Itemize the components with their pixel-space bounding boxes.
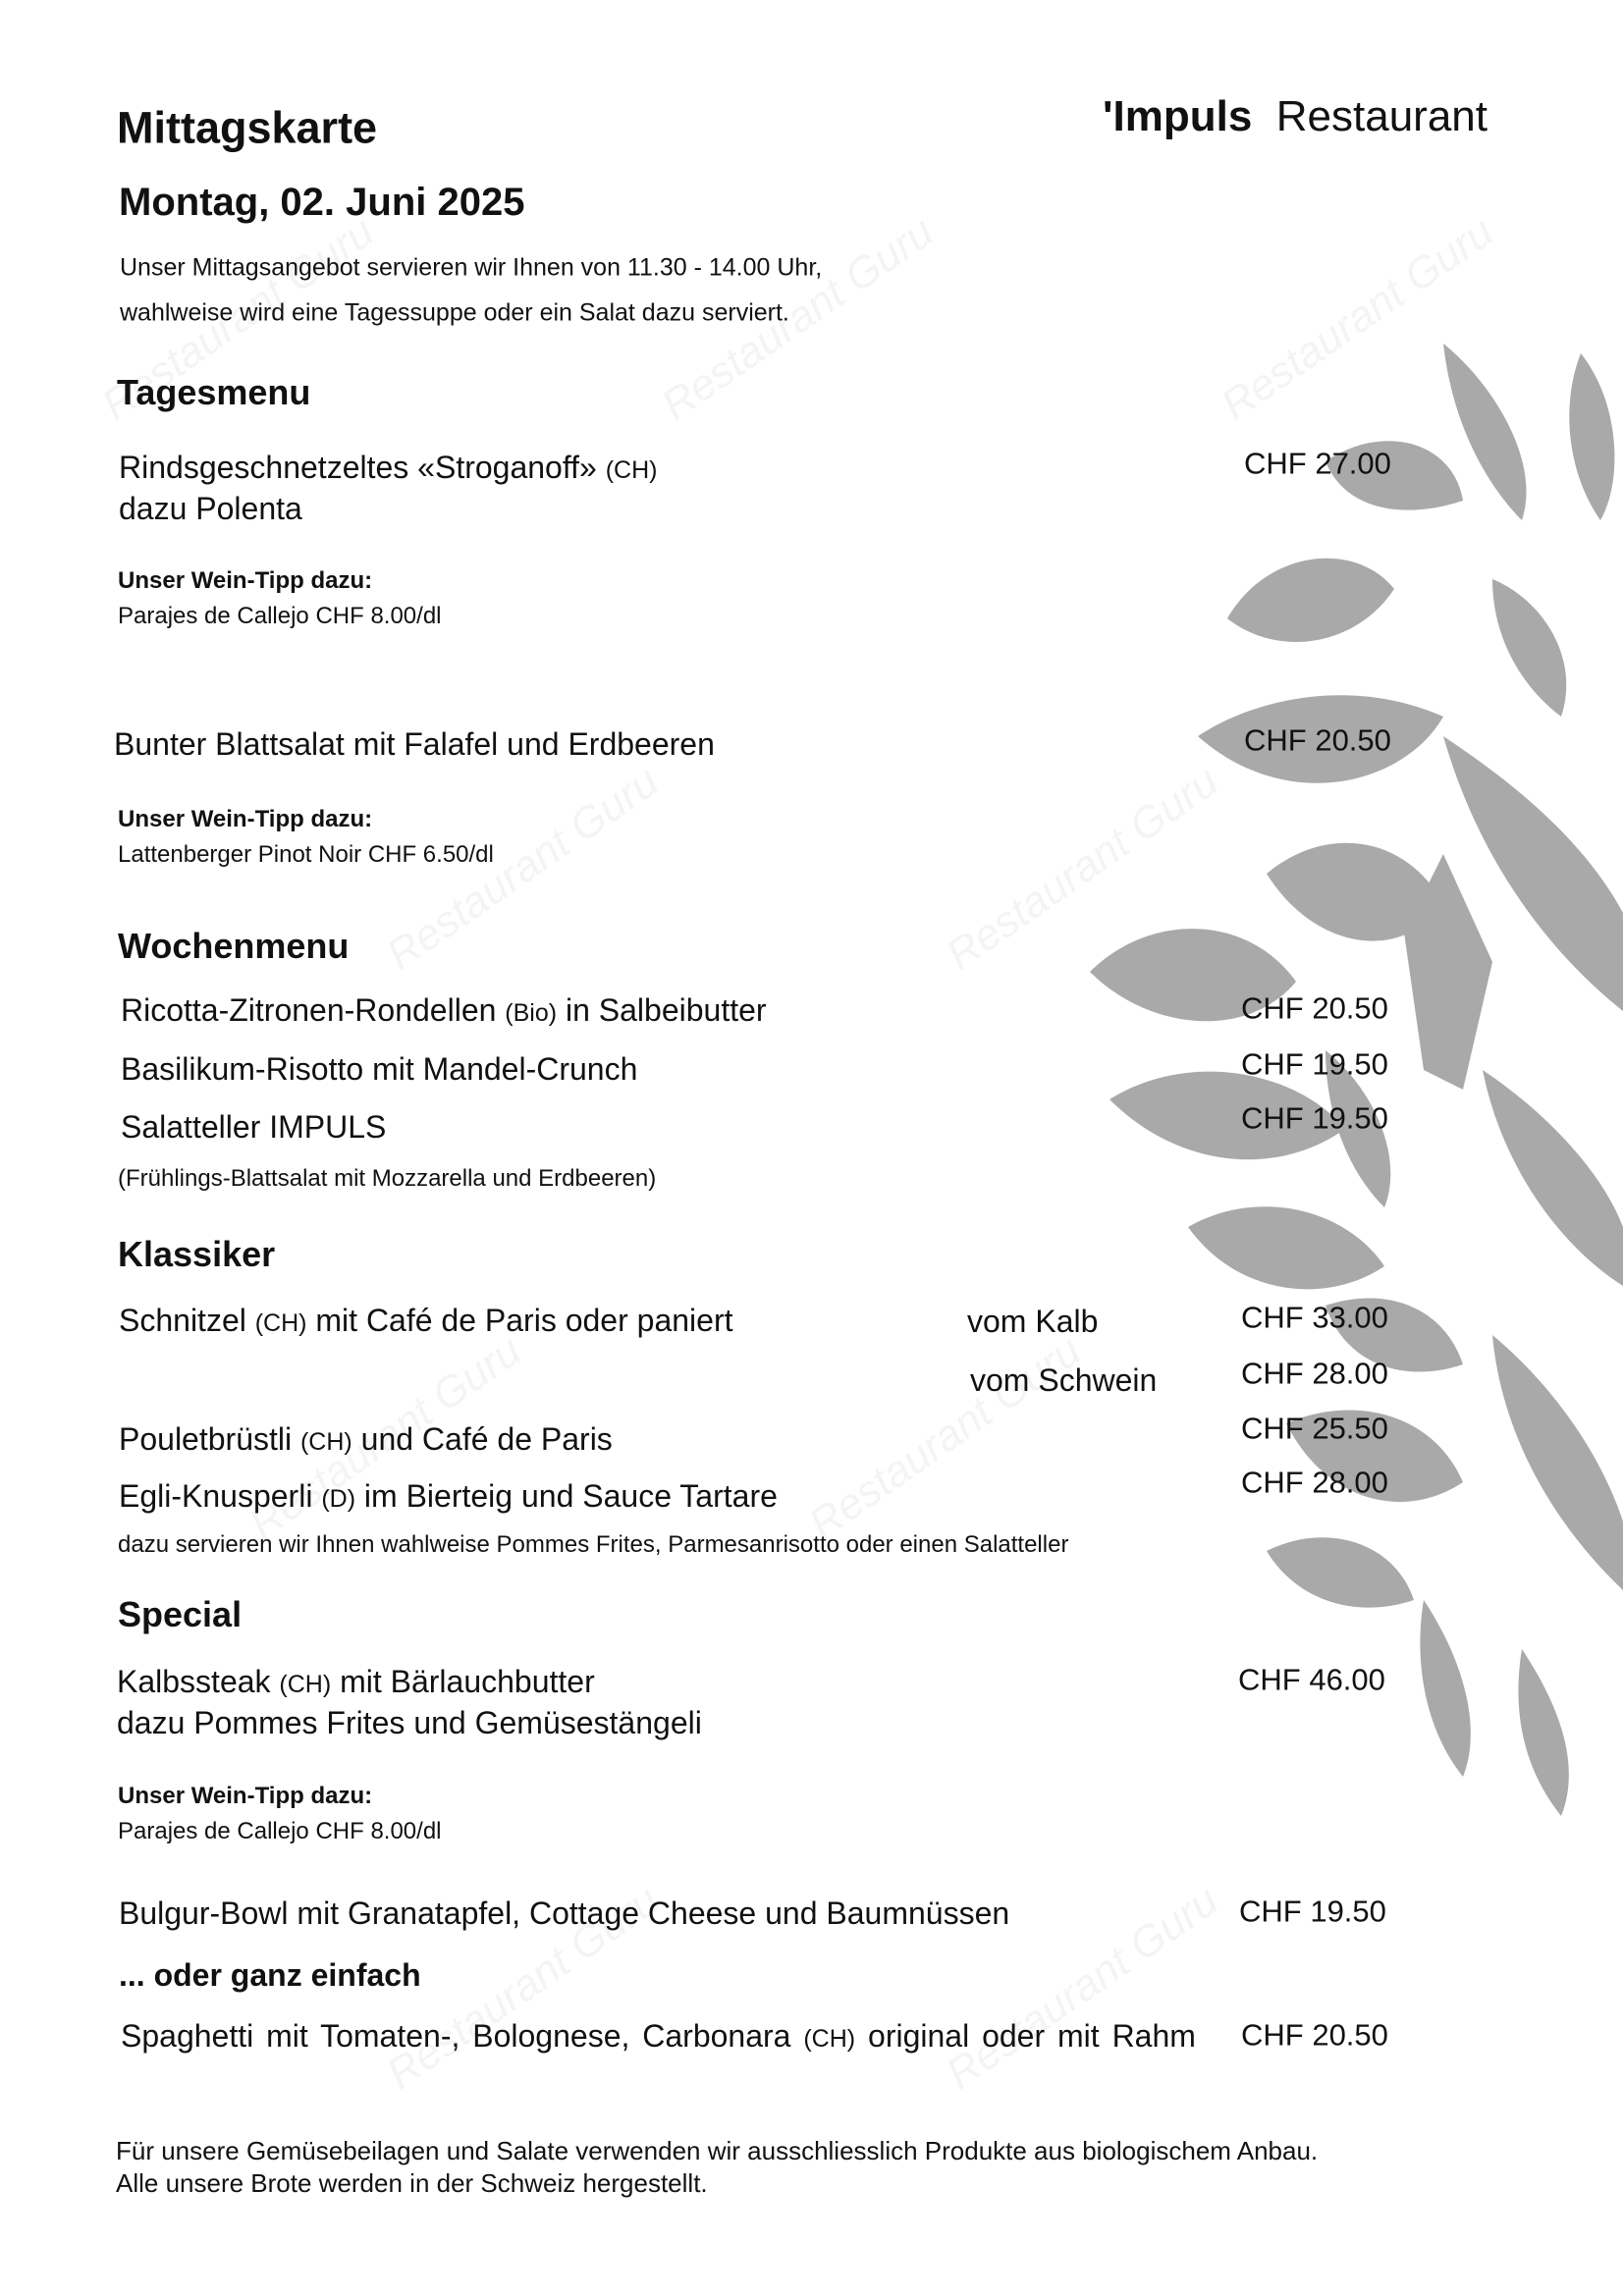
page-title: Mittagskarte [117, 102, 378, 153]
menu-item-name: Basilikum-Risotto mit Mandel-Crunch [121, 1051, 638, 1087]
menu-item-price: CHF 33.00 [1241, 1300, 1388, 1335]
dish-name: Rindsgeschnetzeltes «Stroganoff» [119, 450, 597, 485]
wine-tip: Parajes de Callejo CHF 8.00/dl [118, 1818, 442, 1844]
dish-name: Ricotta-Zitronen-Rondellen [121, 992, 497, 1028]
section-heading-tagesmenu: Tagesmenu [117, 372, 311, 412]
menu-item-name [121, 994, 767, 1026]
origin-label: (Bio) [505, 999, 558, 1027]
origin-label: (CH) [279, 1671, 332, 1698]
menu-item-price: CHF 28.00 [1241, 1356, 1388, 1391]
footer-note: Für unsere Gemüsebeilagen und Salate verwenden wir ausschliesslich Produkte aus biologischem Anbau. [116, 2136, 1319, 2165]
wine-tip-label: Unser Wein-Tipp dazu: [118, 567, 373, 594]
menu-item-price: CHF 19.50 [1239, 1894, 1386, 1929]
menu-item-name [119, 1423, 613, 1455]
dish-suffix: im Bierteig und Sauce Tartare [363, 1478, 778, 1514]
dish-suffix: mit Bärlauchbutter [340, 1664, 595, 1699]
menu-item-name [119, 452, 658, 483]
menu-item-price: CHF 20.50 [1244, 722, 1391, 758]
menu-item-name: Bulgur-Bowl mit Granatapfel, Cottage Cheese und Baumnüssen [119, 1896, 1010, 1931]
origin-label: (D) [321, 1485, 356, 1513]
wine-tip: Parajes de Callejo CHF 8.00/dl [118, 603, 442, 629]
section-heading-wochenmenu: Wochenmenu [118, 926, 350, 966]
watermark-text [378, 757, 668, 981]
side-dish-note: dazu servieren wir Ihnen wahlweise Pommes Frites, Parmesanrisotto oder einen Salatteller [118, 1531, 1069, 1558]
menu-item-option: vom Kalb [967, 1304, 1099, 1339]
menu-item-price: CHF 20.50 [1241, 2017, 1388, 2053]
menu-item-name [119, 1305, 732, 1336]
menu-item-price: CHF 19.50 [1241, 1046, 1388, 1082]
subheading-einfach: ... oder ganz einfach [119, 1957, 421, 1993]
dish-name: Kalbssteak [117, 1664, 271, 1699]
origin-label: (CH) [254, 1309, 307, 1337]
origin-label: (CH) [605, 456, 658, 484]
section-heading-special: Special [118, 1594, 243, 1634]
menu-item-name [117, 1666, 595, 1697]
menu-item-price: CHF 19.50 [1241, 1100, 1388, 1136]
menu-item-note: (Frühlings-Blattsalat mit Mozzarella und Erdbeeren) [118, 1165, 657, 1192]
dish-suffix: mit Café de Paris oder paniert [315, 1303, 733, 1338]
intro-text: wahlweise wird eine Tagessuppe oder ein Salat dazu serviert. [120, 298, 789, 327]
wine-tip-label: Unser Wein-Tipp dazu: [118, 1783, 373, 1809]
menu-item-name: Bunter Blattsalat mit Falafel und Erdbeeren [114, 726, 715, 762]
menu-item-description: dazu Pommes Frites und Gemüsestängeli [117, 1705, 702, 1740]
brand-name: 'Impuls [1103, 92, 1253, 140]
menu-item-name [121, 2020, 1196, 2052]
footer-note: Alle unsere Brote werden in der Schweiz hergestellt. [116, 2168, 708, 2198]
wine-tip: Lattenberger Pinot Noir CHF 6.50/dl [118, 841, 494, 868]
intro-text: Unser Mittagsangebot servieren wir Ihnen von 11.30 - 14.00 Uhr, [120, 253, 823, 282]
wine-tip-label: Unser Wein-Tipp dazu: [118, 806, 373, 832]
dish-suffix: und Café de Paris [360, 1421, 613, 1457]
menu-item-price: CHF 46.00 [1238, 1662, 1385, 1697]
brand-suffix: Restaurant [1275, 92, 1488, 140]
restaurant-brand [1103, 92, 1488, 140]
menu-item-name [119, 1480, 778, 1512]
menu-item-price: CHF 27.00 [1244, 446, 1391, 481]
dish-name: Pouletbrüstli [119, 1421, 293, 1457]
origin-label: (CH) [803, 2025, 856, 2053]
dish-name: Schnitzel [119, 1303, 246, 1338]
menu-item-option: vom Schwein [970, 1362, 1158, 1398]
menu-item-price: CHF 28.00 [1241, 1465, 1388, 1500]
dish-suffix: original oder mit Rahm [868, 2018, 1196, 2054]
menu-item-price: CHF 25.50 [1241, 1411, 1388, 1446]
menu-item-price: CHF 20.50 [1241, 990, 1388, 1026]
menu-item-name: Salatteller IMPULS [121, 1109, 387, 1145]
origin-label: (CH) [299, 1428, 352, 1456]
menu-date: Montag, 02. Juni 2025 [119, 181, 525, 224]
dish-suffix: in Salbeibutter [565, 992, 767, 1028]
dish-name: Spaghetti mit Tomaten-, Bolognese, Carbonara [121, 2018, 791, 2054]
menu-item-description: dazu Polenta [119, 491, 302, 526]
section-heading-klassiker: Klassiker [118, 1234, 276, 1274]
dish-name: Egli-Knusperli [119, 1478, 313, 1514]
floral-ornament [1031, 324, 1623, 1993]
